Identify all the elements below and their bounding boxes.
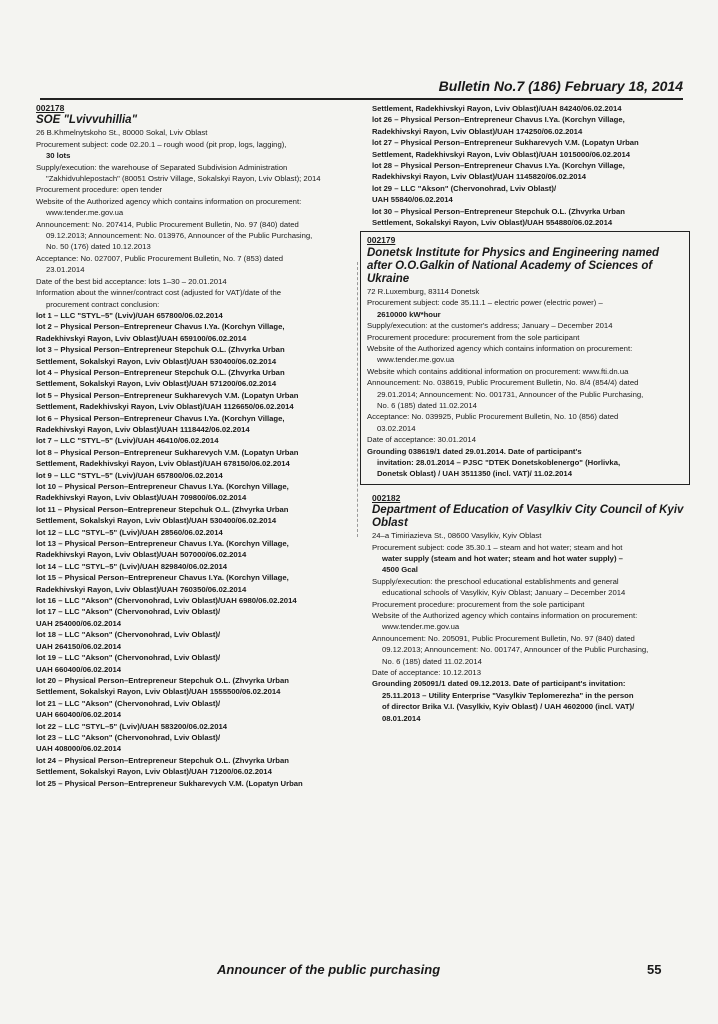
text-line: Settlement, Sokalskyi Rayon, Lviv Oblast)/UAH 554880/06.02.2014 <box>372 218 613 228</box>
text-line: UAH 408000/06.02.2014 <box>36 744 122 754</box>
column-divider <box>357 262 358 537</box>
text-line: Supply/execution: the warehouse of Separated Subdivision Administration <box>36 162 288 172</box>
text-line: 72 R.Luxemburg, 83114 Donetsk <box>367 286 480 296</box>
text-line: Announcement: No. 038619, Public Procurement Bulletin, No. 8/4 (854/4) dated <box>367 378 639 388</box>
text-line: lot 15 – Physical Person–Entrepreneur Chavus I.Ya. (Korchyn Village, <box>36 573 289 583</box>
text-line: Acceptance: No. 039925, Public Procurement Bulletin, No. 10 (856) dated <box>367 412 619 422</box>
text-line: 09.12.2013; Announcement: No. 001747, Announcer of the Public Purchasing, <box>382 645 649 655</box>
text-line: lot 21 – LLC "Akson" (Chervonohrad, Lviv Oblast)/ <box>36 698 221 708</box>
text-line: 24–a Timiriazieva St., 08600 Vasylkiv, Kyiv Oblast <box>372 531 542 541</box>
text-line: lot 4 – Physical Person–Entrepreneur Stepchuk O.L. (Zhvyrka Urban <box>36 367 285 377</box>
text-line: lot 7 – LLC "STYL–5" (Lviv)/UAH 46410/06.02.2014 <box>36 436 219 446</box>
text-line: lot 18 – LLC "Akson" (Chervonohrad, Lviv Oblast)/ <box>36 630 221 640</box>
text-line: Procurement procedure: procurement from the sole participant <box>367 332 580 342</box>
text-line: educational schools of Vasylkiv, Kyiv Oblast; January – December 2014 <box>382 588 626 598</box>
text-line: Website of the Authorized agency which contains information on procurement: <box>372 611 638 621</box>
notice-code: 002182 <box>372 492 401 503</box>
text-line: lot 13 – Physical Person–Entrepreneur Chavus I.Ya. (Korchyn Village, <box>36 539 289 549</box>
text-line: Procurement subject: code 35.11.1 – electric power (electric power) – <box>367 298 603 308</box>
text-line: Date of acceptance: 30.01.2014 <box>367 435 476 445</box>
footer-title: Announcer of the public purchasing <box>217 962 441 977</box>
text-line: Radekhivskyi Rayon, Lviv Oblast)/UAH 709800/06.02.2014 <box>36 493 247 503</box>
text-line: www.tender.me.gov.ua <box>382 622 460 632</box>
text-line: www.tender.me.gov.ua <box>377 355 455 365</box>
text-line: Settlement, Radekhivskyi Rayon, Lviv Oblast)/UAH 1126650/06.02.2014 <box>36 402 294 412</box>
text-line: Radekhivskyi Rayon, Lviv Oblast)/UAH 760350/06.02.2014 <box>36 584 247 594</box>
text-line: Settlement, Sokalskyi Rayon, Lviv Oblast)/UAH 530400/06.02.2014 <box>36 356 277 366</box>
text-line: Website of the Authorized agency which contains information on procurement: <box>367 343 633 353</box>
text-line: lot 30 – Physical Person–Entrepreneur Stepchuk O.L. (Zhvyrka Urban <box>372 206 625 216</box>
text-line: lot 8 – Physical Person–Entrepreneur Sukharevych V.M. (Lopatyn Urban <box>36 447 299 457</box>
text-line: No. 6 (185) dated 11.02.2014 <box>382 656 482 666</box>
text-line: 2610000 kW*hour <box>377 309 441 319</box>
organization-name: Department of Education of Vasylkiv City Council of Kyiv Oblast <box>372 504 684 530</box>
text-line: Procurement procedure: procurement from the sole participant <box>372 599 585 609</box>
text-line: 26 B.Khmelnytskoho St., 80000 Sokal, Lviv Oblast <box>36 128 208 138</box>
text-line: Radekhivskyi Rayon, Lviv Oblast)/UAH 1118442/06.02.2014 <box>36 424 250 434</box>
text-line: lot 2 – Physical Person–Entrepreneur Chavus I.Ya. (Korchyn Village, <box>36 322 285 332</box>
text-line: lot 20 – Physical Person–Entrepreneur Stepchuk O.L. (Zhvyrka Urban <box>36 675 289 685</box>
text-line: procurement contract conclusion: <box>46 299 160 309</box>
text-line: Website of the Authorized agency which contains information on procurement: <box>36 196 302 206</box>
text-line: No. 6 (185) dated 11.02.2014 <box>377 400 477 410</box>
text-line: lot 17 – LLC "Akson" (Chervonohrad, Lviv Oblast)/ <box>36 607 221 617</box>
text-line: lot 16 – LLC "Akson" (Chervonohrad, Lviv Oblast)/UAH 6980/06.02.2014 <box>36 596 297 606</box>
right-column <box>367 103 684 724</box>
text-line: lot 22 – LLC "STYL–5" (Lviv)/UAH 583200/06.02.2014 <box>36 721 228 731</box>
text-line: lot 24 – Physical Person–Entrepreneur Stepchuk O.L. (Zhvyrka Urban <box>36 755 289 765</box>
text-line: Information about the winner/contract cost (adjusted for VAT)/date of the <box>36 288 281 298</box>
text-line: lot 5 – Physical Person–Entrepreneur Sukharevych V.M. (Lopatyn Urban <box>36 390 299 400</box>
text-line: UAH 660400/06.02.2014 <box>36 664 122 674</box>
left-column <box>36 103 354 789</box>
text-line: Announcement: No. 205091, Public Procurement Bulletin, No. 97 (840) dated <box>372 633 635 643</box>
text-line: Procurement subject: code 02.20.1 – rough wood (pit prop, logs, lagging), <box>36 139 287 149</box>
text-line: lot 25 – Physical Person–Entrepreneur Sukharevych V.M. (Lopatyn Urban <box>36 778 303 788</box>
text-line: No. 50 (176) dated 10.12.2013 <box>46 242 151 252</box>
text-line: Radekhivskyi Rayon, Lviv Oblast)/UAH 659100/06.02.2014 <box>36 333 247 343</box>
notice-002179-box <box>360 231 690 484</box>
text-line: Date of acceptance: 10.12.2013 <box>372 668 481 678</box>
text-line: of director Brika V.I. (Vasylkiv, Kyiv Oblast) / UAH 4602000 (incl. VAT)/ <box>382 702 635 712</box>
text-line: UAH 264150/06.02.2014 <box>36 641 122 651</box>
text-line: Radekhivskyi Rayon, Lviv Oblast)/UAH 174250/06.02.2014 <box>372 126 583 136</box>
text-line: Date of the best bid acceptance: lots 1–30 – 20.01.2014 <box>36 276 227 286</box>
text-line: lot 23 – LLC "Akson" (Chervonohrad, Lviv Oblast)/ <box>36 732 221 742</box>
text-line: lot 26 – Physical Person–Entrepreneur Chavus I.Ya. (Korchyn Village, <box>372 115 625 125</box>
text-line: lot 28 – Physical Person–Entrepreneur Chavus I.Ya. (Korchyn Village, <box>372 161 625 171</box>
text-line: "Zakhidvuhlepostach" (80051 Ostriv Village, Sokalskyi Rayon, Lviv Oblast); 2014 <box>46 174 321 184</box>
text-line: Supply/execution: the preschool educational establishments and general <box>372 576 619 586</box>
text-line: Announcement: No. 207414, Public Procurement Bulletin, No. 97 (840) dated <box>36 219 299 229</box>
text-line: Donetsk Oblast) / UAH 3511350 (incl. VAT)/ 11.02.2014 <box>377 469 572 479</box>
header-divider <box>40 98 683 100</box>
text-line: lot 29 – LLC "Akson" (Chervonohrad, Lviv Oblast)/ <box>372 183 557 193</box>
text-line: Settlement, Sokalskyi Rayon, Lviv Oblast)/UAH 71200/06.02.2014 <box>36 767 272 777</box>
text-line: lot 1 – LLC "STYL–5" (Lviv)/UAH 657800/06.02.2014 <box>36 310 223 320</box>
text-line: Radekhivskyi Rayon, Lviv Oblast)/UAH 1145820/06.02.2014 <box>372 172 587 182</box>
text-line: Settlement, Sokalskyi Rayon, Lviv Oblast)/UAH 571200/06.02.2014 <box>36 379 277 389</box>
text-line: water supply (steam and hot water; steam and hot water supply) – <box>382 554 623 563</box>
text-line: UAH 660400/06.02.2014 <box>36 710 122 720</box>
text-line: www.tender.me.gov.ua <box>46 208 124 218</box>
text-line: 03.02.2014 <box>377 423 416 433</box>
notice-code: 002179 <box>367 235 396 246</box>
text-line: lot 9 – LLC "STYL–5" (Lviv)/UAH 657800/06.02.2014 <box>36 470 223 480</box>
notice-002182 <box>372 493 684 724</box>
text-line: UAH 254000/06.02.2014 <box>36 618 122 628</box>
text-line: Grounding 038619/1 dated 29.01.2014. Date of participant's <box>367 446 582 456</box>
text-line: Acceptance: No. 027007, Public Procurement Bulletin, No. 7 (853) dated <box>36 253 283 263</box>
text-line: Procurement procedure: open tender <box>36 185 163 195</box>
text-line: 4500 Gcal <box>382 565 418 575</box>
text-line: Settlement, Radekhivskyi Rayon, Lviv Oblast)/UAH 1015000/06.02.2014 <box>372 149 631 159</box>
bulletin-header: Bulletin No.7 (186) February 18, 2014 <box>438 78 683 94</box>
text-line: Radekhivskyi Rayon, Lviv Oblast)/UAH 507000/06.02.2014 <box>36 550 247 560</box>
text-line: Website which contains additional information on procurement: www.fti.dn.ua <box>367 366 629 376</box>
text-line: lot 12 – LLC "STYL–5" (Lviv)/UAH 28560/06.02.2014 <box>36 527 223 537</box>
text-line: Procurement subject: code 35.30.1 – steam and hot water; steam and hot <box>372 542 623 552</box>
text-line: Settlement, Sokalskyi Rayon, Lviv Oblast)/UAH 1555500/06.02.2014 <box>36 687 281 697</box>
text-line: lot 27 – Physical Person–Entrepreneur Sukharevych V.M. (Lopatyn Urban <box>372 138 639 148</box>
text-line: Grounding 205091/1 dated 09.12.2013. Date of participant's invitation: <box>372 679 626 689</box>
text-line: Settlement, Sokalskyi Rayon, Lviv Oblast)/UAH 530400/06.02.2014 <box>36 516 277 526</box>
text-line: Supply/execution: at the customer's address; January – December 2014 <box>367 321 613 331</box>
text-line: 30 lots <box>46 151 71 161</box>
text-line: 23.01.2014 <box>46 265 85 275</box>
text-line: 09.12.2013; Announcement: No. 013976, Announcer of the Public Purchasing, <box>46 231 313 241</box>
text-line: Settlement, Radekhivskyi Rayon, Lviv Oblast)/UAH 84240/06.02.2014 <box>372 104 622 113</box>
notice-code: 002178 <box>36 103 65 113</box>
text-line: lot 10 – Physical Person–Entrepreneur Chavus I.Ya. (Korchyn Village, <box>36 482 289 491</box>
text-line: 29.01.2014; Announcement: No. 001731, Announcer of the Public Purchasing, <box>377 389 644 399</box>
organization-name: Donetsk Institute for Physics and Engineering named after O.O.Galkin of National Academy of Sciences of Ukraine <box>367 246 660 285</box>
text-line: lot 3 – Physical Person–Entrepreneur Stepchuk O.L. (Zhvyrka Urban <box>36 345 285 355</box>
text-line: UAH 55840/06.02.2014 <box>372 195 453 205</box>
page-number: 55 <box>647 962 662 977</box>
text-line: 25.11.2013 – Utility Enterprise "Vasylkiv Teplomerezha" in the person <box>382 690 634 700</box>
text-line: lot 11 – Physical Person–Entrepreneur Stepchuk O.L. (Zhvyrka Urban <box>36 504 289 514</box>
organization-name: SOE "Lvivvuhillia" <box>36 114 138 127</box>
text-line: lot 6 – Physical Person–Entrepreneur Chavus I.Ya. (Korchyn Village, <box>36 413 285 423</box>
text-line: Settlement, Radekhivskyi Rayon, Lviv Oblast)/UAH 678150/06.02.2014 <box>36 459 290 469</box>
text-line: invitation: 28.01.2014 – PJSC "DTEK Donetskoblenergo" (Horlivka, <box>377 457 621 467</box>
text-line: lot 14 – LLC "STYL–5" (Lviv)/UAH 829840/06.02.2014 <box>36 561 228 571</box>
text-line: lot 19 – LLC "Akson" (Chervonohrad, Lviv Oblast)/ <box>36 653 221 663</box>
text-line: 08.01.2014 <box>382 713 421 723</box>
notice-002178-continued <box>372 103 684 228</box>
